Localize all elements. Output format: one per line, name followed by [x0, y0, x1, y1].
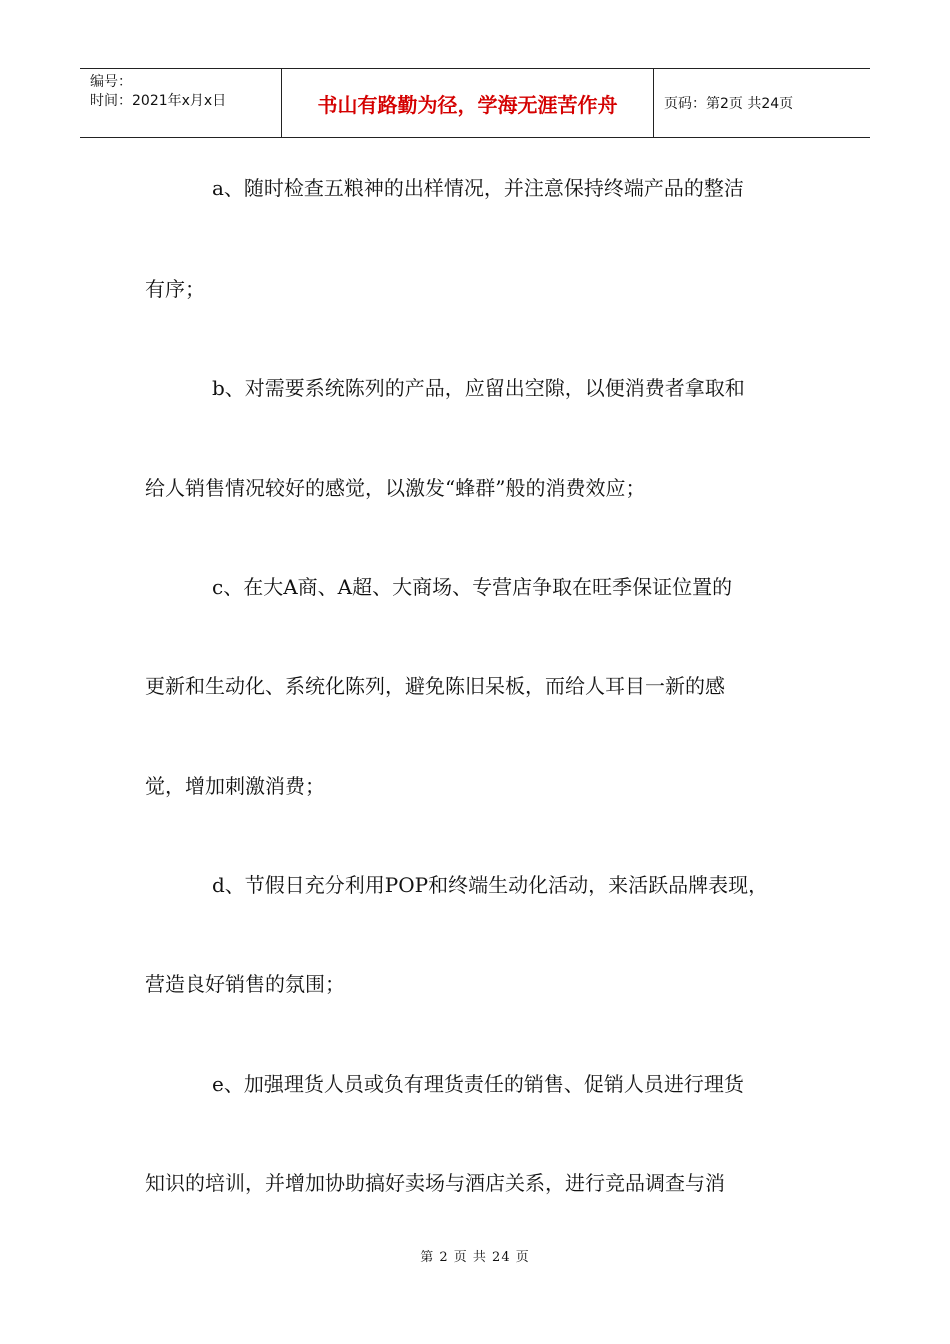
body-line-2: 有序； — [145, 277, 205, 301]
header-meta-cell — [80, 69, 282, 137]
motto-text: 书山有路勤为径，学海无涯苦作舟 — [317, 92, 618, 117]
time-label: 时间：2021年x月x日 — [90, 93, 227, 109]
body-line-6: 更新和生动化、系统化陈列，避免陈旧呆板，而给人耳目一新的感 — [145, 674, 725, 698]
body-line-7: 觉，增加刺激消费； — [145, 774, 325, 798]
header-page-cell — [654, 69, 870, 137]
body-line-9: 营造良好销售的氛围； — [145, 972, 345, 996]
body-line-5: c、在大A商、A超、大商场、专营店争取在旺季保证位置的 — [212, 575, 733, 599]
page-footer: 第 2 页 共 24 页 — [420, 1250, 530, 1265]
body-line-1: a、随时检查五粮神的出样情况，并注意保持终端产品的整洁 — [212, 176, 744, 200]
body-line-8: d、节假日充分利用POP和终端生动化活动，来活跃品牌表现， — [212, 873, 769, 897]
number-label: 编号： — [90, 74, 132, 90]
page-info: 页码：第2页 共24页 — [664, 96, 794, 112]
body-line-11: 知识的培训，并增加协助搞好卖场与酒店关系，进行竞品调查与消 — [145, 1171, 725, 1195]
body-line-4: 给人销售情况较好的感觉，以激发“蜂群”般的消费效应； — [145, 476, 646, 500]
header-motto-cell — [282, 69, 654, 137]
body-line-3: b、对需要系统陈列的产品，应留出空隙，以便消费者拿取和 — [212, 376, 745, 400]
page-header — [80, 68, 870, 138]
body-line-10: e、加强理货人员或负有理货责任的销售、促销人员进行理货 — [212, 1072, 744, 1096]
